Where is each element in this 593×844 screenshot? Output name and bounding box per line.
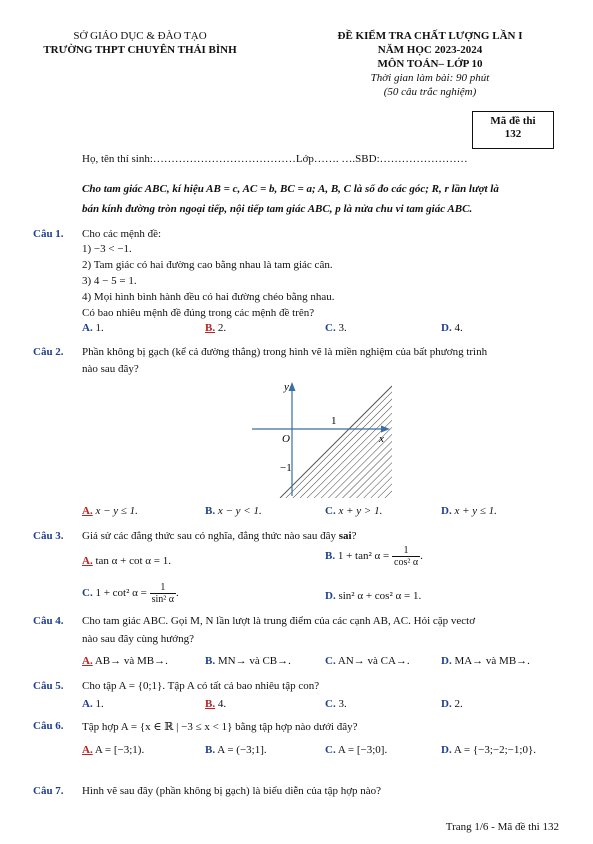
question-3-option-c[interactable]: C. 1 + cot² α = $\frac{1}{\text{sin² α}}$ . — [82, 582, 179, 605]
question-2-option-d[interactable] — [441, 505, 497, 517]
question-7-label: Câu 7. — [33, 785, 64, 797]
question-6-option-a[interactable] — [82, 744, 144, 756]
question-count: (50 câu trắc nghiệm) — [383, 86, 477, 98]
option-text: x − y ≤ 1. — [92, 505, 138, 517]
question-1-statement-2: 2) Tam giác có hai đường cao bằng nhau là tam giác cân. — [82, 259, 333, 271]
y-intercept-label: −1 — [280, 462, 292, 474]
intro-line-1: Cho tam giác ABC, kí hiệu AB = c, AC = b, BC = a; A, B, C là số đo các góc; R, r lần lượt là — [82, 183, 499, 195]
option-text: A = {−3;−2;−1;0}. — [451, 744, 536, 756]
question-3-option-d[interactable] — [325, 590, 421, 602]
question-2-stem-line-2: nào sau đây? — [82, 363, 139, 375]
question-4-option-c[interactable] — [325, 655, 410, 667]
exam-code-value: 132 — [504, 128, 522, 140]
stem-emphasis: sai — [338, 530, 352, 542]
exam-code-label: Mã đề thi — [490, 115, 536, 127]
option-text: tan α + cot α = 1. — [92, 555, 172, 567]
question-1-statement-4: 4) Mọi hình bình hành đều có hai đường chéo bằng nhau. — [82, 291, 335, 303]
question-5-option-d[interactable] — [441, 698, 463, 710]
question-2-label: Câu 2. — [33, 346, 64, 358]
question-5-label: Câu 5. — [33, 680, 64, 692]
option-label: A. — [82, 655, 93, 667]
question-5-stem: Cho tập A = {0;1}. Tập A có tất cả bao nhiêu tập con? — [82, 680, 320, 692]
question-5-option-c[interactable] — [325, 698, 347, 710]
option-text: MA→ và MB→. — [451, 655, 530, 667]
option-label: D. — [441, 698, 452, 710]
question-2-option-b[interactable] — [205, 505, 262, 517]
option-text: A = [−3;1). — [92, 744, 145, 756]
question-2-option-c[interactable] — [325, 505, 382, 517]
option-text: x + y ≤ 1. — [451, 505, 497, 517]
option-label: C. — [325, 322, 336, 334]
stem-text: Giả sử các đẳng thức sau có nghĩa, đẳng thức nào sau đây — [82, 530, 339, 542]
option-label: A. — [82, 698, 93, 710]
question-1-label: Câu 1. — [33, 228, 64, 240]
question-4-label: Câu 4. — [33, 615, 64, 627]
option-text: sin² α + cos² α = 1. — [335, 590, 422, 602]
question-6-option-b[interactable] — [205, 744, 267, 756]
option-label: C. — [325, 505, 336, 517]
option-text: MN→ và CB→. — [215, 655, 291, 667]
option-label: C. — [325, 744, 336, 756]
option-text: 2. — [451, 698, 463, 710]
option-label: B. — [205, 744, 216, 756]
subject: MÔN TOÁN– LỚP 10 — [377, 58, 483, 70]
fraction-denominator: cos² α — [394, 557, 419, 568]
inequality-region-figure — [250, 378, 392, 498]
question-1-option-a[interactable] — [82, 322, 104, 334]
question-4-option-a[interactable] — [82, 655, 168, 667]
time-limit: Thời gian làm bài: 90 phút — [370, 72, 490, 84]
school-name: TRƯỜNG THPT CHUYÊN THÁI BÌNH — [43, 44, 237, 56]
student-info-line: Họ, tên thí sinh:…………………………………Lớp……. ….SBD:…………………… — [82, 153, 468, 165]
school-year: NĂM HỌC 2023-2024 — [377, 44, 483, 56]
question-7-stem: Hình vẽ sau đây (phần không bị gạch) là biểu diễn của tập hợp nào? — [82, 785, 382, 797]
option-label: D. — [441, 744, 452, 756]
question-6-label: Câu 6. — [33, 720, 64, 732]
option-label: A. — [82, 744, 93, 756]
question-1-option-c[interactable] — [325, 322, 347, 334]
option-text: 1 + cot² α = — [92, 587, 150, 600]
question-6-option-c[interactable] — [325, 744, 387, 756]
question-1-stem: Cho các mệnh đề: — [82, 228, 162, 240]
fraction-numerator: 1 — [392, 545, 420, 557]
page-footer: Trang 1/6 - Mã đề thi 132 — [445, 821, 559, 833]
option-label: C. — [325, 655, 336, 667]
option-text: 4. — [215, 698, 227, 710]
question-4-option-d[interactable] — [441, 655, 530, 667]
question-4-stem-line-1: Cho tam giác ABC. Gọi M, N lần lượt là trung điểm của các cạnh AB, AC. Hỏi cặp vectơ — [82, 615, 476, 627]
question-3-option-a[interactable] — [82, 555, 171, 567]
option-text: 1 + tan² α = — [335, 550, 393, 563]
question-1-statement-1: 1) −3 < −1. — [82, 243, 132, 255]
department-name: SỞ GIÁO DỤC & ĐÀO TẠO — [73, 30, 207, 42]
option-label: D. — [441, 322, 452, 334]
question-3-label: Câu 3. — [33, 530, 64, 542]
question-6-option-d[interactable] — [441, 744, 536, 756]
option-label: D. — [325, 590, 336, 602]
option-text: AB→ và MB→. — [92, 655, 168, 667]
option-text: A = (−3;1]. — [215, 744, 267, 756]
fraction — [392, 545, 420, 568]
fraction-denominator: sin² α — [151, 594, 175, 605]
exam-title: ĐỀ KIỂM TRA CHẤT LƯỢNG LẦN I — [337, 30, 523, 42]
question-3-option-b[interactable]: B. 1 + tan² α = $\frac{1}{\text{cos² α}}$ . — [325, 545, 423, 568]
option-label: A. — [82, 505, 93, 517]
option-label: A. — [82, 555, 93, 567]
intro-line-2: bán kính đường tròn ngoại tiếp, nội tiếp tam giác ABC, p là nửa chu vi tam giác ABC. — [82, 203, 473, 215]
option-text: x + y > 1. — [335, 505, 383, 517]
question-4-option-b[interactable] — [205, 655, 291, 667]
question-4-stem-line-2: nào sau đây cùng hướng? — [82, 633, 194, 645]
option-label: B. — [205, 698, 216, 710]
option-label: D. — [441, 505, 452, 517]
option-text: A = [−3;0]. — [335, 744, 388, 756]
question-1-ask: Có bao nhiêu mệnh đề đúng trong các mệnh đề trên? — [82, 307, 315, 319]
option-text: AN→ và CA→. — [335, 655, 410, 667]
origin-label: O — [282, 433, 290, 445]
question-1-option-b[interactable] — [205, 322, 226, 334]
question-5-option-a[interactable] — [82, 698, 104, 710]
option-text: 3. — [335, 322, 347, 334]
option-text: 1. — [92, 698, 104, 710]
x-intercept-label: 1 — [331, 415, 337, 427]
option-label: B. — [205, 505, 216, 517]
option-label: C. — [82, 587, 93, 600]
y-axis-arrow-icon — [289, 382, 296, 391]
question-2-option-a[interactable] — [82, 505, 138, 517]
option-label: C. — [325, 698, 336, 710]
option-text: 1. — [92, 322, 104, 334]
option-text: 2. — [215, 322, 227, 334]
question-3-stem — [82, 530, 356, 542]
question-1-statement-3: 3) 4 − 5 = 1. — [82, 275, 137, 287]
option-label: A. — [82, 322, 93, 334]
fraction-numerator: 1 — [150, 582, 176, 594]
option-label: B. — [325, 550, 336, 563]
option-label: D. — [441, 655, 452, 667]
stem-end: ? — [351, 530, 357, 542]
option-text: x − y < 1. — [215, 505, 262, 517]
question-1-option-d[interactable] — [441, 322, 463, 334]
fraction — [150, 582, 176, 605]
exam-code-box — [472, 111, 554, 149]
question-6-stem: Tập hợp A = {x ∈ ℝ | −3 ≤ x < 1} bằng tập hợp nào dưới đây? — [82, 721, 358, 733]
option-text: 4. — [451, 322, 463, 334]
question-2-stem-line-1: Phần không bị gạch (kể cả đường thẳng) trong hình vẽ là miền nghiệm của bất phương trình — [82, 346, 488, 358]
option-label: B. — [205, 322, 216, 334]
x-axis-label: x — [379, 433, 384, 445]
y-axis-label: y — [284, 381, 289, 393]
question-5-option-b[interactable] — [205, 698, 226, 710]
option-label: B. — [205, 655, 216, 667]
option-text: 3. — [335, 698, 347, 710]
